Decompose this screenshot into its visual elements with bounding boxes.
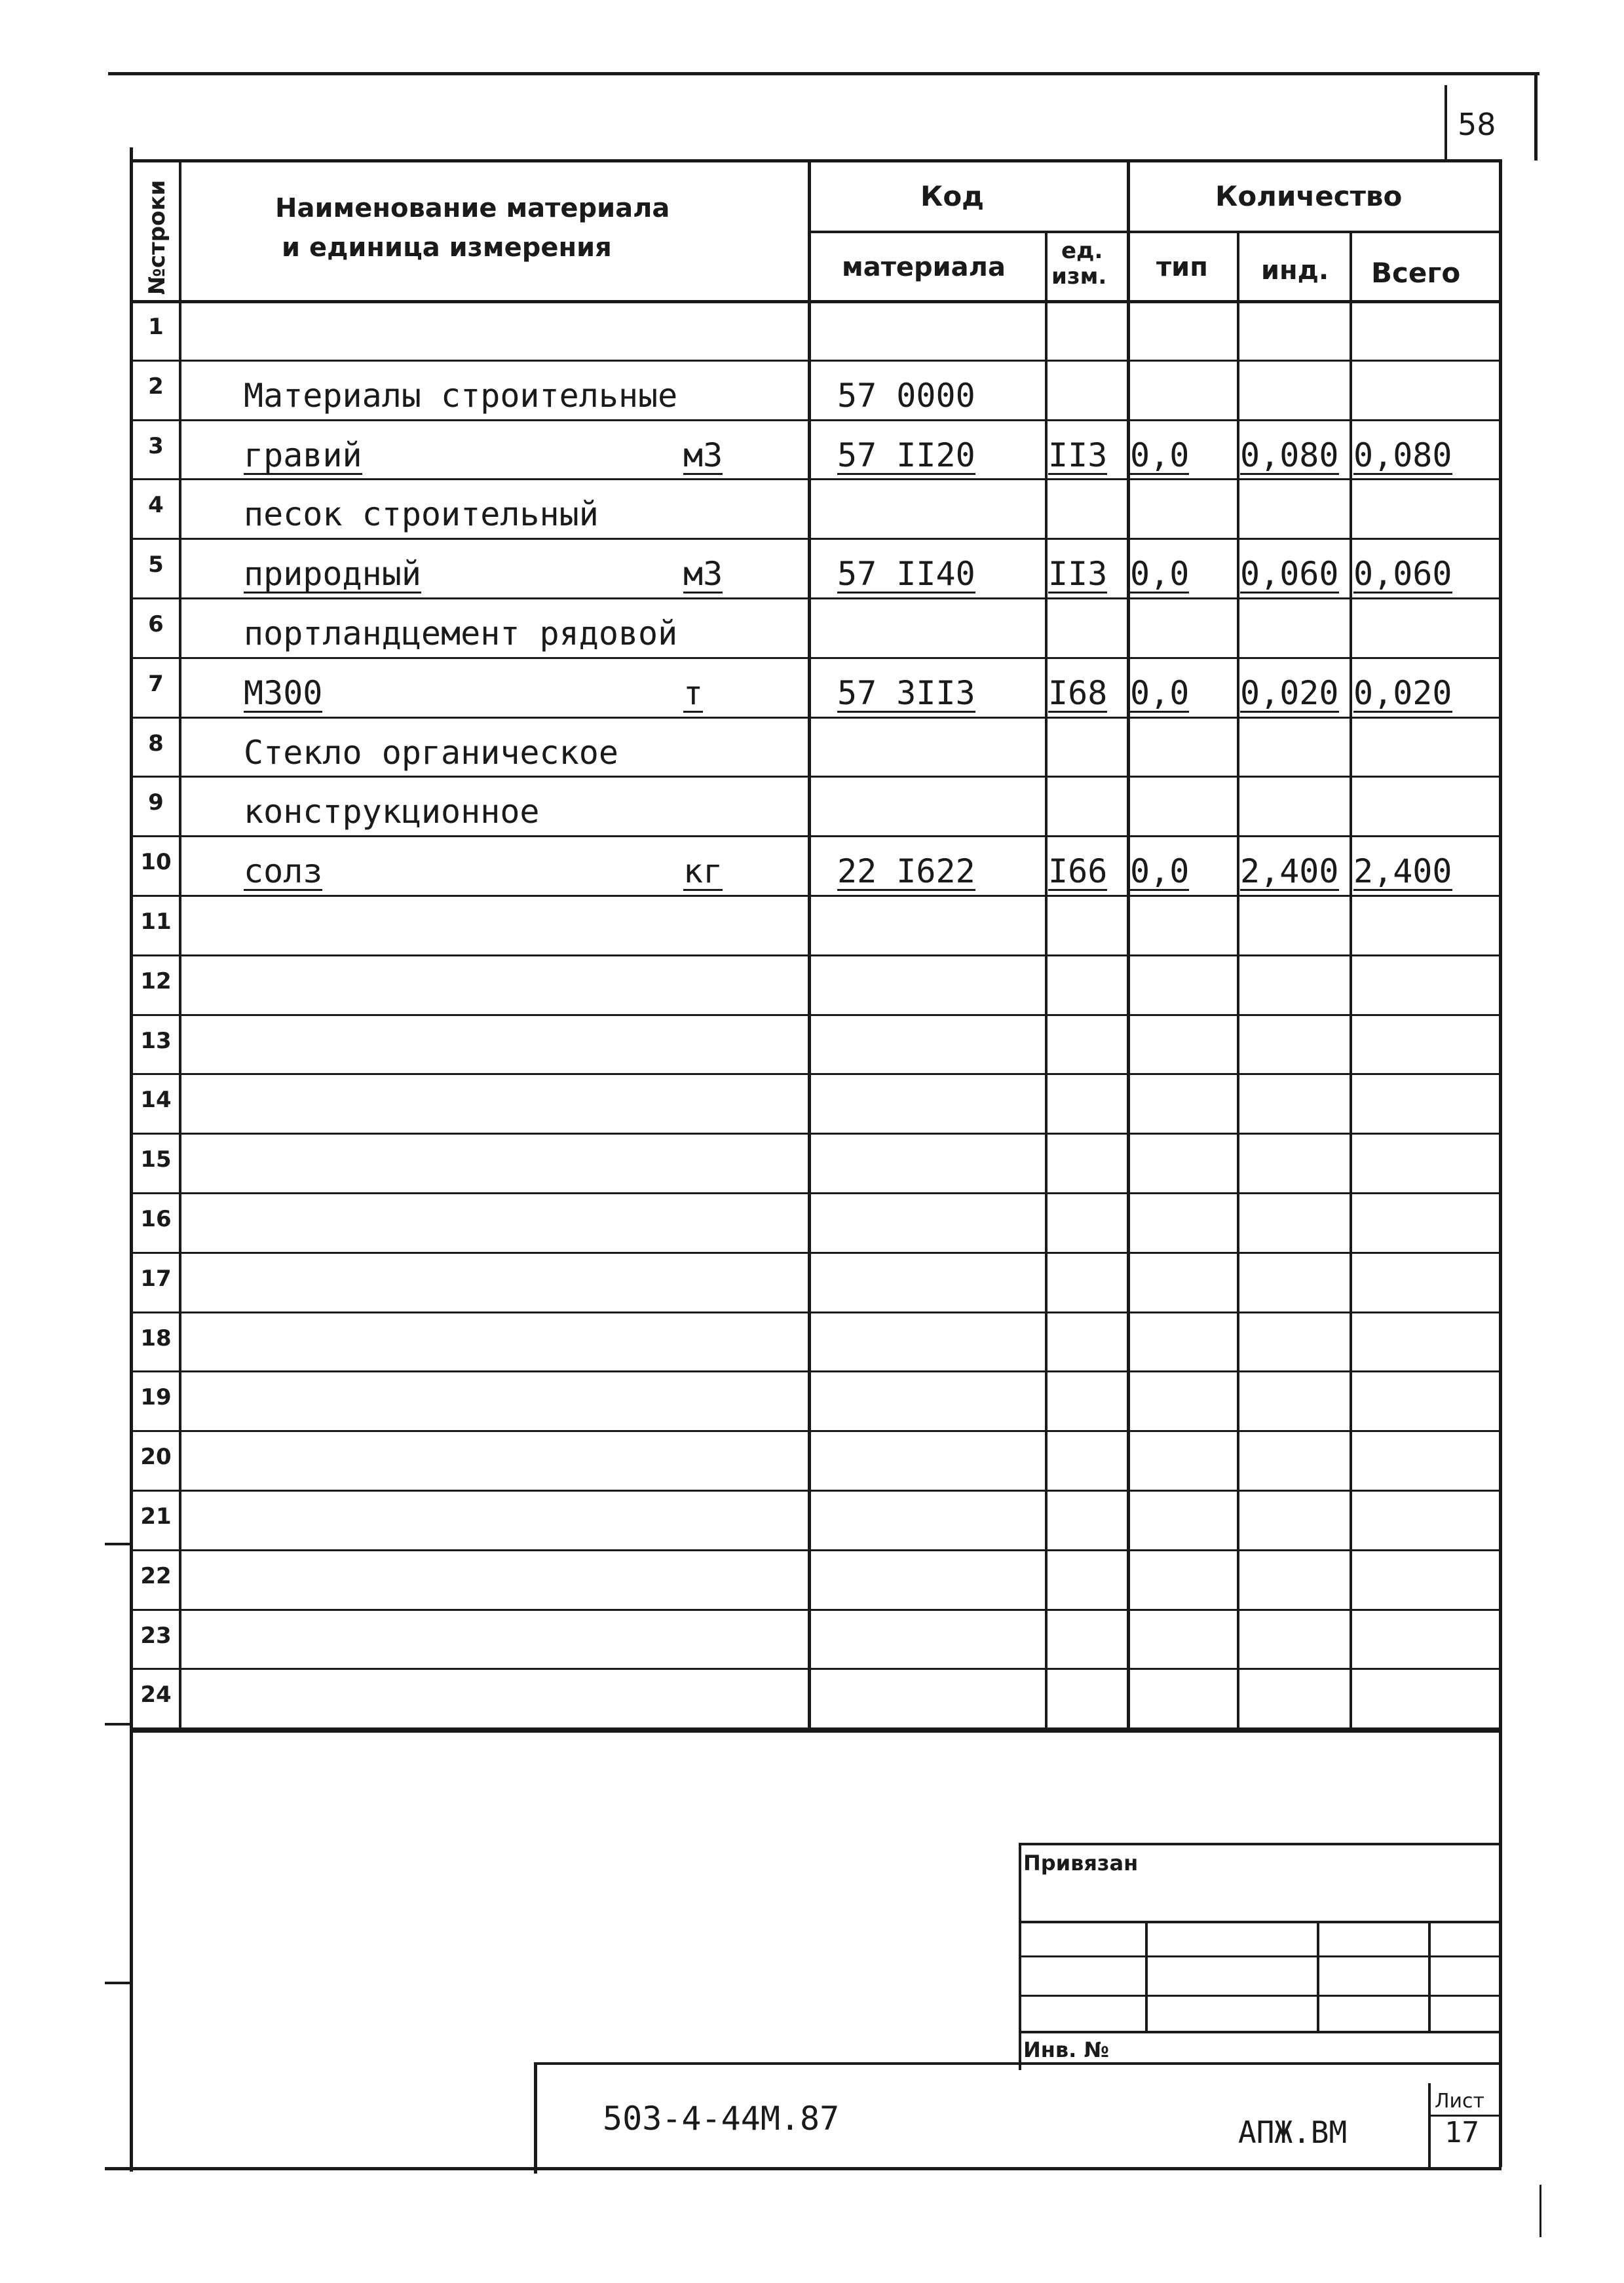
row-divider xyxy=(130,419,1500,421)
row-unit-code: II3 xyxy=(1048,555,1108,594)
row-ind: 2,400 xyxy=(1240,852,1339,891)
stamp-grid-v1 xyxy=(1145,1921,1148,2032)
row-number: 20 xyxy=(140,1444,172,1471)
table-bottom xyxy=(130,1729,1500,1733)
row-total: 2,400 xyxy=(1353,852,1452,891)
header-split-line xyxy=(808,231,1500,233)
row-unit-code: II3 xyxy=(1048,436,1108,474)
row-divider xyxy=(130,1609,1500,1611)
row-name: Стекло органическое xyxy=(244,733,618,772)
header-quantity: Количество xyxy=(1215,180,1403,212)
section-code: АПЖ.ВМ xyxy=(1238,2115,1348,2150)
header-code: Код xyxy=(920,180,985,212)
row-name: природный xyxy=(244,555,421,594)
row-number: 14 xyxy=(140,1087,172,1114)
stamp-grid-v3 xyxy=(1428,1921,1431,2032)
header-unit-line1: ед. xyxy=(1061,238,1103,264)
row-number: 7 xyxy=(148,670,164,697)
row-divider xyxy=(130,597,1500,599)
header-unit-line2: изм. xyxy=(1051,263,1107,290)
row-material-code: 57 II20 xyxy=(837,436,975,474)
col-line-ind xyxy=(1350,231,1352,1731)
row-number: 17 xyxy=(140,1265,172,1292)
row-divider xyxy=(130,1311,1500,1313)
row-number: 21 xyxy=(140,1503,172,1530)
col-line-unit xyxy=(1045,231,1048,1731)
row-divider xyxy=(130,1133,1500,1135)
row-unit-code: I68 xyxy=(1048,673,1108,712)
right-edge-tick xyxy=(1539,2185,1541,2237)
stamp-grid-v2 xyxy=(1317,1921,1319,2032)
row-total: 0,020 xyxy=(1353,673,1452,712)
col-line-qty xyxy=(1127,159,1130,1731)
stamp-box-top xyxy=(1019,1843,1500,1845)
row-material-code: 57 II40 xyxy=(837,555,975,594)
col-line-type xyxy=(1237,231,1239,1731)
row-type: 0,0 xyxy=(1130,673,1190,712)
sheet-number: 17 xyxy=(1445,2116,1479,2149)
stamp-bound-label: Привязан xyxy=(1023,1851,1139,1876)
header-type: тип xyxy=(1156,252,1208,282)
row-unit: м3 xyxy=(683,436,723,474)
col-line-code xyxy=(808,159,811,1731)
row-name: гравий xyxy=(244,436,362,474)
title-block-top xyxy=(534,2062,1500,2065)
row-number: 16 xyxy=(140,1206,172,1232)
page-number-box-right xyxy=(1534,72,1538,160)
row-name: солз xyxy=(244,852,323,891)
row-number: 10 xyxy=(140,849,172,876)
row-number: 2 xyxy=(148,373,164,400)
row-name: М300 xyxy=(244,673,323,712)
row-number: 19 xyxy=(140,1384,172,1411)
row-divider xyxy=(130,776,1500,778)
row-divider xyxy=(130,1252,1500,1254)
left-stub-3 xyxy=(105,1982,131,1984)
row-total: 0,060 xyxy=(1353,555,1452,594)
row-divider xyxy=(130,895,1500,897)
title-block-left xyxy=(534,2062,537,2174)
row-divider xyxy=(130,954,1500,956)
row-number: 9 xyxy=(148,789,164,816)
stamp-inv-label: Инв. № xyxy=(1023,2037,1109,2062)
row-divider xyxy=(130,657,1500,659)
row-ind: 0,080 xyxy=(1240,436,1339,474)
row-material-code: 57 3II3 xyxy=(837,673,975,712)
row-unit: кг xyxy=(683,852,723,891)
row-divider xyxy=(130,538,1500,540)
page-right-border xyxy=(1499,159,1502,2167)
row-number: 1 xyxy=(148,314,164,340)
row-divider xyxy=(130,1490,1500,1492)
row-number: 13 xyxy=(140,1027,172,1054)
row-divider xyxy=(130,1727,1500,1729)
row-number: 11 xyxy=(140,909,172,935)
row-unit: м3 xyxy=(683,555,723,594)
row-number: 12 xyxy=(140,968,172,994)
col-line-rownum xyxy=(179,159,181,1731)
row-divider xyxy=(130,835,1500,837)
table-top xyxy=(130,159,1500,162)
row-divider xyxy=(130,1014,1500,1016)
header-material: материала xyxy=(842,252,1006,282)
row-material-code: 57 0000 xyxy=(837,376,975,415)
row-number: 8 xyxy=(148,730,164,757)
row-divider xyxy=(130,1668,1500,1670)
header-name-line1: Наименование материала xyxy=(275,193,670,223)
page-number: 58 xyxy=(1458,107,1496,142)
top-border xyxy=(108,72,1539,75)
row-number: 23 xyxy=(140,1622,172,1649)
row-type: 0,0 xyxy=(1130,852,1190,891)
row-ind: 0,060 xyxy=(1240,555,1339,594)
row-number: 6 xyxy=(148,611,164,637)
left-stub-2 xyxy=(105,1723,131,1726)
row-material-code: 22 I622 xyxy=(837,852,975,891)
row-name: портландцемент рядовой xyxy=(244,614,678,652)
sheet-label: Лист xyxy=(1435,2090,1485,2113)
row-divider xyxy=(130,1549,1500,1551)
row-number: 18 xyxy=(140,1325,172,1351)
row-divider xyxy=(130,1370,1500,1372)
header-name-line2: и единица измерения xyxy=(282,233,612,263)
row-divider xyxy=(130,360,1500,362)
row-divider xyxy=(130,1192,1500,1194)
header-total: Всего xyxy=(1371,257,1461,289)
row-number: 5 xyxy=(148,552,164,578)
row-divider xyxy=(130,478,1500,480)
row-number: 15 xyxy=(140,1146,172,1173)
row-name: конструкционное xyxy=(244,793,540,831)
row-name: песок строительный xyxy=(244,495,599,534)
row-divider xyxy=(130,1073,1500,1075)
row-number: 22 xyxy=(140,1562,172,1589)
row-unit-code: I66 xyxy=(1048,852,1108,891)
header-bottom xyxy=(130,300,1500,303)
row-ind: 0,020 xyxy=(1240,673,1339,712)
header-ind: инд. xyxy=(1261,255,1329,286)
page-number-box-left xyxy=(1445,85,1447,159)
row-divider xyxy=(130,1430,1500,1432)
header-row-number: №строки xyxy=(144,179,170,295)
row-type: 0,0 xyxy=(1130,436,1190,474)
sheet-box-left xyxy=(1428,2083,1431,2168)
row-type: 0,0 xyxy=(1130,555,1190,594)
row-number: 4 xyxy=(148,492,164,519)
document-code: 503-4-44М.87 xyxy=(603,2100,840,2138)
row-unit: т xyxy=(683,673,704,712)
row-total: 0,080 xyxy=(1353,436,1452,474)
row-number: 3 xyxy=(148,432,164,459)
title-block-bottom xyxy=(105,2167,1501,2170)
row-divider xyxy=(130,717,1500,719)
row-number: 24 xyxy=(140,1682,172,1708)
left-stub-1 xyxy=(105,1543,131,1545)
row-name: Материалы строительные xyxy=(244,376,678,415)
